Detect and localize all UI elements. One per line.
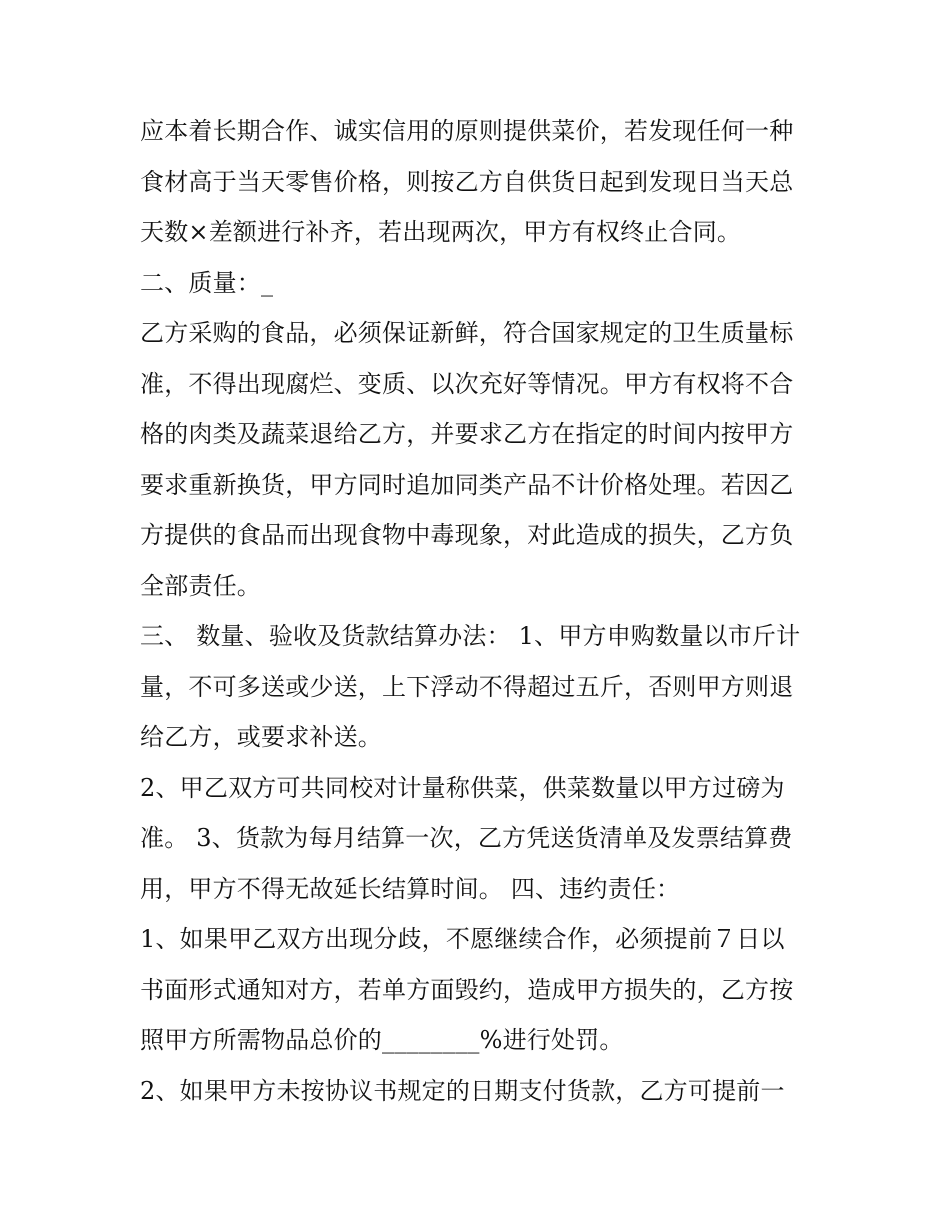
text-line: 要求重新换货，甲方同时追加同类产品不计价格处理。若因乙: [140, 470, 794, 499]
document-body: [140, 106, 820, 1116]
text-line: 用，甲方不得无故延长结算时间。 四、违约责任：: [140, 874, 681, 903]
text-line: 2、如果甲方未按协议书规定的日期支付货款，乙方可提前一: [140, 1076, 785, 1105]
text-line: 准。 3、货款为每月结算一次，乙方凭送货清单及发票结算费: [140, 824, 793, 852]
text-line: 格的肉类及蔬菜退给乙方，并要求乙方在指定的时间内按甲方: [140, 420, 794, 448]
text-line: 天数×差额进行补齐，若出现两次，甲方有权终止合同。: [140, 218, 742, 246]
text-line: 1、如果甲乙双方出现分歧，不愿继续合作，必须提前７日以: [140, 925, 785, 953]
text-line: 准，不得出现腐烂、变质、以次充好等情况。甲方有权将不合: [140, 369, 794, 398]
text-line: 量，不可多送或少送，上下浮动不得超过五斤，否则甲方则退: [140, 672, 794, 701]
text-line: 2、甲乙双方可共同校对计量称供菜，供菜数量以甲方过磅为: [140, 773, 785, 802]
text-line: 照甲方所需物品总价的________%进行处罚。: [140, 1026, 624, 1054]
text-line: 乙方采购的食品，必须保证新鲜，符合国家规定的卫生质量标: [140, 319, 794, 347]
text-line: 应本着长期合作、诚实信用的原则提供菜价，若发现任何一种: [140, 117, 794, 145]
text-line: 食材高于当天零售价格，则按乙方自供货日起到发现日当天总: [140, 167, 794, 196]
text-line: 全部责任。: [140, 571, 261, 600]
section-heading: 二、质量：_: [140, 268, 274, 297]
text-line: 给乙方，或要求补送。: [140, 723, 382, 751]
text-line: 方提供的食品而出现食物中毒现象，对此造成的损失，乙方负: [140, 521, 794, 549]
text-line: 书面形式通知对方，若单方面毁约，造成甲方损失的，乙方按: [140, 975, 794, 1004]
section-heading: 三、 数量、验收及货款结算办法： 1、甲方申购数量以市斤计: [140, 622, 801, 650]
